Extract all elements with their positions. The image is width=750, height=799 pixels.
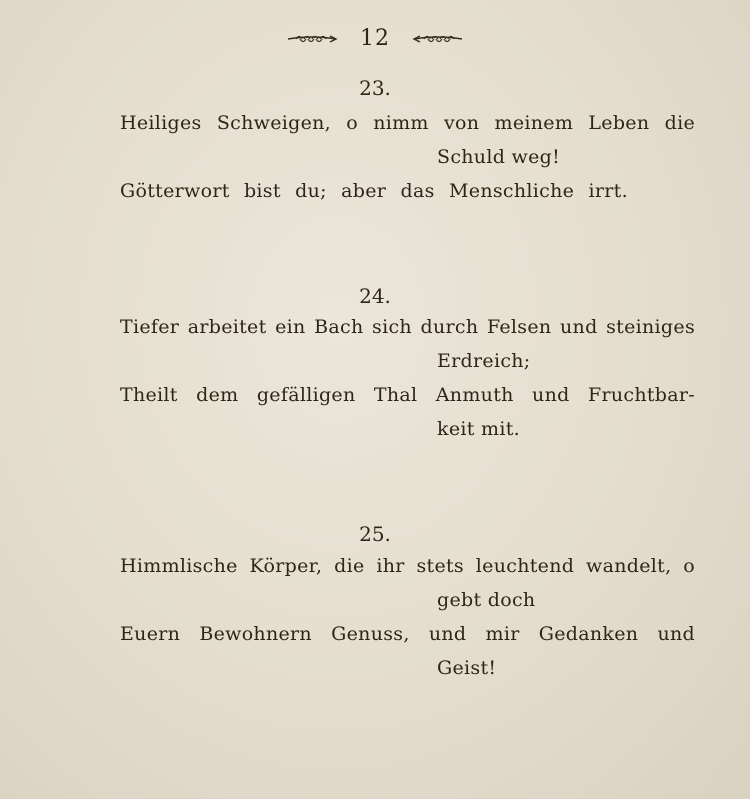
verse-line: Heiliges Schweigen, o nimm von meinem Leben die (120, 112, 695, 134)
verse-line: Theilt dem gefälligen Thal Anmuth und Fruchtbar- (120, 384, 695, 406)
verse-line: Tiefer arbeitet ein Bach sich durch Felsen und steiniges (120, 316, 695, 338)
leaf-ornament-icon (412, 32, 464, 46)
epigram-number: 23. (359, 76, 391, 100)
epigram-number: 24. (359, 284, 391, 308)
verse-line: Götterwort bist du; aber das Menschliche irrt. (120, 180, 628, 202)
verse-line: Himmlische Körper, die ihr stets leuchtend wandelt, o (120, 555, 695, 577)
verse-continuation: gebt doch (437, 589, 536, 611)
verse-continuation: Geist! (437, 657, 497, 679)
verse-line: Euern Bewohnern Genuss, und mir Gedanken und (120, 623, 695, 645)
leaf-ornament-icon (286, 32, 338, 46)
verse-continuation: keit mit. (437, 418, 520, 440)
epigram-number: 25. (359, 522, 391, 546)
verse-continuation: Erdreich; (437, 350, 531, 372)
verse-continuation: Schuld weg! (437, 146, 561, 168)
page-number: 12 (360, 26, 390, 51)
page-header (0, 26, 750, 51)
